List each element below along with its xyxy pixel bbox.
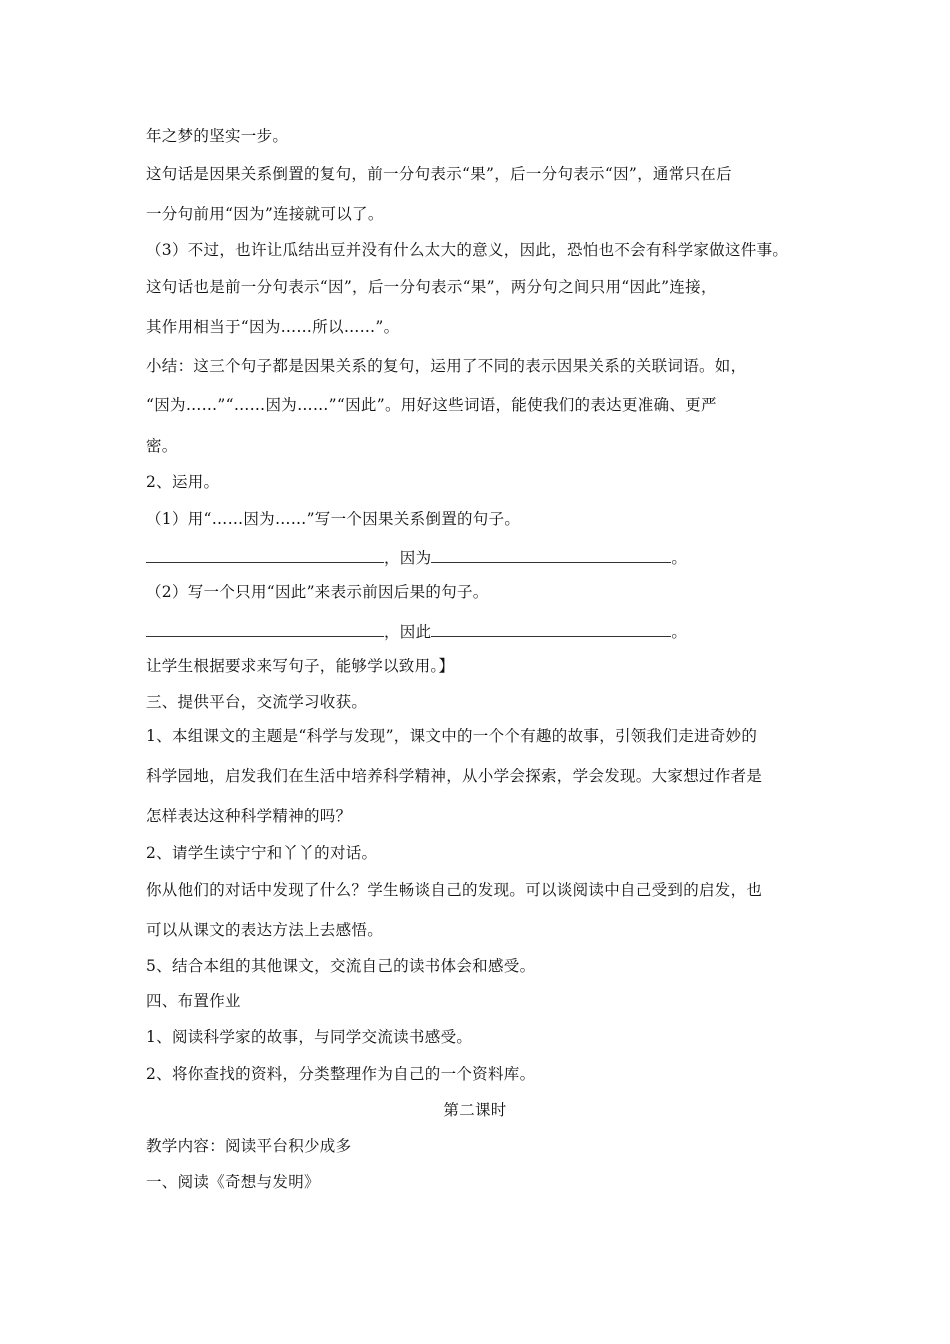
text-line: 5、结合本组的其他课文，交流自己的读书体会和感受。 — [146, 957, 536, 975]
text-line: 一分句前用“因为”连接就可以了。 — [146, 205, 384, 223]
text-line: 小结：这三个句子都是因果关系的复句，运用了不同的表示因果关系的关联词语。如， — [146, 357, 747, 375]
text-line: 教学内容：阅读平台积少成多 — [146, 1137, 352, 1155]
answer-blank[interactable] — [146, 546, 384, 563]
text-line: “因为……”“……因为……”“因此”。用好这些词语，能使我们的表达更准确、更严 — [146, 396, 717, 414]
text-line: 让学生根据要求来写句子，能够学以致用。】 — [146, 657, 455, 675]
fill-in-line-2 — [146, 620, 830, 642]
section-heading: 一、阅读《奇想与发明》 — [146, 1173, 320, 1191]
fill-in-line-1 — [146, 546, 830, 568]
text-line: 这句话也是前一分句表示“因”，后一分句表示“果”，两分句之间只用“因此”连接， — [146, 278, 717, 296]
answer-blank[interactable] — [431, 620, 671, 637]
text-line: （3）不过，也许让瓜结出豆并没有什么太大的意义，因此，恐怕也不会有科学家做这件事。 — [146, 241, 789, 259]
text-line: 可以从课文的表达方法上去感悟。 — [146, 921, 384, 939]
fill-in-end: 。 — [671, 549, 688, 567]
text-line: 2、运用。 — [146, 473, 220, 491]
text-line: 2、请学生读宁宁和丫丫的对话。 — [146, 844, 378, 862]
lesson-title: 第二课时 — [443, 1101, 507, 1119]
text-line: （1）用“……因为……”写一个因果关系倒置的句子。 — [146, 510, 521, 528]
answer-blank[interactable] — [146, 620, 384, 637]
text-line: 年之梦的坚实一步。 — [146, 127, 289, 145]
text-line: 科学园地，启发我们在生活中培养科学精神，从小学会探索，学会发现。大家想过作者是 — [146, 767, 763, 785]
text-line: 1、本组课文的主题是“科学与发现”，课文中的一个个有趣的故事，引领我们走进奇妙的 — [146, 727, 758, 745]
section-heading: 四、布置作业 — [146, 992, 241, 1010]
text-line: （2）写一个只用“因此”来表示前因后果的句子。 — [146, 583, 489, 601]
text-line: 2、将你查找的资料，分类整理作为自己的一个资料库。 — [146, 1065, 536, 1083]
text-line: 其作用相当于“因为……所以……”。 — [146, 318, 400, 336]
fill-in-connector: ，因此 — [384, 623, 432, 641]
text-line: 密。 — [146, 437, 178, 455]
text-line: 你从他们的对话中发现了什么？学生畅谈自己的发现。可以谈阅读中自己受到的启发，也 — [146, 881, 763, 899]
text-line: 怎样表达这种科学精神的吗？ — [146, 807, 352, 825]
answer-blank[interactable] — [431, 546, 671, 563]
fill-in-connector: ，因为 — [384, 549, 432, 567]
section-heading: 三、提供平台，交流学习收获。 — [146, 693, 368, 711]
fill-in-end: 。 — [671, 623, 688, 641]
text-line: 1、阅读科学家的故事，与同学交流读书感受。 — [146, 1028, 473, 1046]
text-line: 这句话是因果关系倒置的复句，前一分句表示“果”，后一分句表示“因”，通常只在后 — [146, 165, 732, 183]
